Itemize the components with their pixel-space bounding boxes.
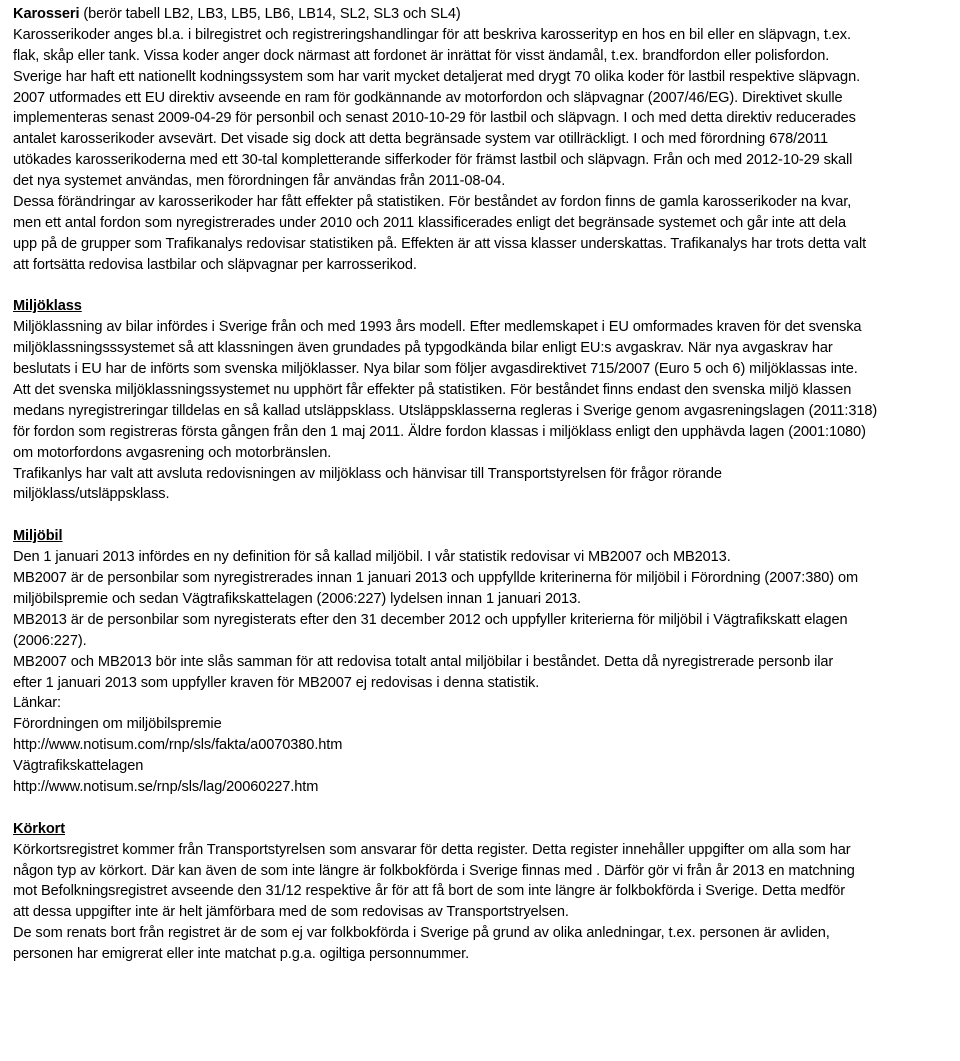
paragraph-line: flak, skåp eller tank. Vissa koder anger dock närmast att fordonet är inrättat för visst ändamål, t.ex. brandfordon eller polisfordon. bbox=[13, 47, 830, 64]
paragraph-line: antalet karosserikoder avsevärt. Det visade sig dock att detta begränsade system var otillräckligt. I och med förordning 678/2011 bbox=[13, 131, 829, 148]
paragraph-line: mot Befolkningsregistret avseende den 31/12 respektive år för att få bort de som inte längre är folkbokförda i Sverige. Detta medför bbox=[13, 883, 846, 900]
paragraph-line: MB2013 är de personbilar som nyregisterats efter den 31 december 2012 och uppfyller kriterierna för miljöbil i Vägtrafikskatt elagen bbox=[13, 611, 848, 628]
section-korkort bbox=[13, 819, 955, 965]
paragraph-line: upp på de grupper som Trafikanalys redovisar statistiken på. Effekten är att vissa klasser underskattas. Trafikanalys har trots detta valt bbox=[13, 235, 867, 252]
paragraph-line: miljöklass/utsläppsklass. bbox=[13, 486, 170, 503]
miljobil-heading: Miljöbil bbox=[13, 528, 63, 545]
section-gap bbox=[13, 505, 955, 526]
paragraph-line: Den 1 januari 2013 infördes en ny definition för så kallad miljöbil. I vår statistik redovisar vi MB2007 och MB2013. bbox=[13, 549, 731, 566]
section-karosseri bbox=[13, 4, 955, 276]
link-title-miljobilspremie: Förordningen om miljöbilspremie bbox=[13, 716, 222, 733]
paragraph-line: MB2007 och MB2013 bör inte slås samman för att redovisa totalt antal miljöbilar i beståndet. Detta då nyregistrerade personb ilar bbox=[13, 653, 834, 670]
paragraph-line: det nya systemet användas, men förordningen får användas från 2011-08-04. bbox=[13, 173, 506, 190]
section-miljobil bbox=[13, 526, 955, 798]
paragraph-line: miljöbilspremie och sedan Vägtrafikskattelagen (2006:227) lydelsen innan 1 januari 2013. bbox=[13, 590, 582, 607]
link-url-vagtrafikskattelagen[interactable]: http://www.notisum.se/rnp/sls/lag/20060227.htm bbox=[13, 778, 319, 795]
paragraph-line: för fordon som registreras första gången från den 1 maj 2011. Äldre fordon klassas i miljöklass enligt den upphävda lagen (2001:1080) bbox=[13, 423, 866, 440]
karosseri-heading-line bbox=[13, 4, 955, 25]
paragraph-line: Karosserikoder anges bl.a. i bilregistret och registreringshandlingar för att beskriva karosserityp en hos en bil eller en släpvagn, t.ex. bbox=[13, 26, 851, 43]
paragraph-line: någon typ av körkort. Där kan även de som inte längre är folkbokförda i Sverige finnas med . Därför gör vi från år 2013 en matchning bbox=[13, 862, 855, 879]
paragraph-line: utökades karosserikoderna med ett 30-tal kompletterande sifferkoder för främst lastbil och släpvagn. Från och med 2012-10-29 skall bbox=[13, 152, 853, 169]
paragraph-line: personen har emigrerat eller inte matchat p.g.a. ogiltiga personnummer. bbox=[13, 946, 470, 963]
paragraph-line: Körkortsregistret kommer från Transportstyrelsen som ansvarar för detta register. Detta register innehåller uppgifter om alla som har bbox=[13, 841, 851, 858]
paragraph-line: beslutats i EU har de införts som svenska miljöklasser. Nya bilar som följer avgasdirektivet 715/2007 (Euro 5 och 6) miljöklassas inte. bbox=[13, 361, 858, 378]
section-miljoklass bbox=[13, 296, 955, 505]
paragraph-line: om motorfordons avgasrening och motorbränslen. bbox=[13, 444, 332, 461]
paragraph-line: implementeras senast 2009-04-29 för personbil och senast 2010-10-29 för lastbil och släpvagn. I och med detta direktiv reducerades bbox=[13, 110, 856, 127]
miljoklass-heading: Miljöklass bbox=[13, 298, 82, 315]
document-page bbox=[13, 4, 955, 965]
paragraph-line: Sverige har haft ett nationellt kodningssystem som har varit mycket detaljerat med drygt 70 olika koder för lastbil respektive släpvagn. bbox=[13, 68, 861, 85]
paragraph-line: att dessa uppgifter inte är helt jämförbara med de som redovisas av Transportstryelsen. bbox=[13, 904, 569, 921]
paragraph-line: miljöklassningsssystemet så att klassningen även grundades på typgodkända bilar enligt EU:s avgaskrav. När nya avgaskrav har bbox=[13, 340, 833, 357]
links-label: Länkar: bbox=[13, 695, 61, 712]
korkort-heading-line bbox=[13, 819, 955, 840]
paragraph-line: (2006:227). bbox=[13, 632, 87, 649]
paragraph-line: Trafikanlys har valt att avsluta redovisningen av miljöklass och hänvisar till Transportstyrelsen för frågor rörande bbox=[13, 465, 722, 482]
paragraph-line: Att det svenska miljöklassningssystemet nu upphört får effekter på statistiken. För beståndet finns endast den svenska miljö klassen bbox=[13, 382, 852, 399]
section-gap bbox=[13, 798, 955, 819]
paragraph-line: efter 1 januari 2013 som uppfyller kraven för MB2007 ej redovisas i denna statistik. bbox=[13, 674, 540, 691]
paragraph-line: men ett antal fordon som nyregistrerades under 2010 och 2011 klassificerades enligt det begränsade systemet och går inte att dela bbox=[13, 214, 846, 231]
paragraph-line: De som renats bort från registret är de som ej var folkbokförda i Sverige på grund av olika anledningar, t.ex. personen är avliden, bbox=[13, 925, 830, 942]
paragraph-line: 2007 utformades ett EU direktiv avseende en ram för godkännande av motorfordon och släpvagnar (2007/46/EG). Direktivet skulle bbox=[13, 89, 843, 106]
link-url-miljobilspremie[interactable]: http://www.notisum.com/rnp/sls/fakta/a0070380.htm bbox=[13, 737, 343, 754]
link-title-vagtrafikskattelagen: Vägtrafikskattelagen bbox=[13, 758, 144, 775]
paragraph-line: medans nyregistreringar tilldelas en så kallad utsläppsklass. Utsläppsklasserna regleras i Sverige genom avgasreningslagen (2011:318) bbox=[13, 402, 878, 419]
karosseri-heading-suffix: (berör tabell LB2, LB3, LB5, LB6, LB14, SL2, SL3 och SL4) bbox=[79, 6, 461, 22]
section-gap bbox=[13, 276, 955, 297]
miljoklass-heading-line bbox=[13, 296, 955, 317]
paragraph-line: Dessa förändringar av karosserikoder har fått effekter på statistiken. För beståndet av fordon finns de gamla karosserikoder na kvar, bbox=[13, 194, 852, 211]
paragraph-line: Miljöklassning av bilar infördes i Sverige från och med 1993 års modell. Efter medlemskapet i EU omformades kraven för det svenska bbox=[13, 319, 862, 336]
miljobil-heading-line bbox=[13, 526, 955, 547]
karosseri-heading: Karosseri bbox=[13, 6, 80, 22]
paragraph-line: MB2007 är de personbilar som nyregistrerades innan 1 januari 2013 och uppfyllde kriterinerna för miljöbil i Förordning (2007:380) om bbox=[13, 570, 859, 587]
korkort-heading: Körkort bbox=[13, 820, 66, 837]
paragraph-line: att fortsätta redovisa lastbilar och släpvagnar per karrosserikod. bbox=[13, 256, 417, 273]
